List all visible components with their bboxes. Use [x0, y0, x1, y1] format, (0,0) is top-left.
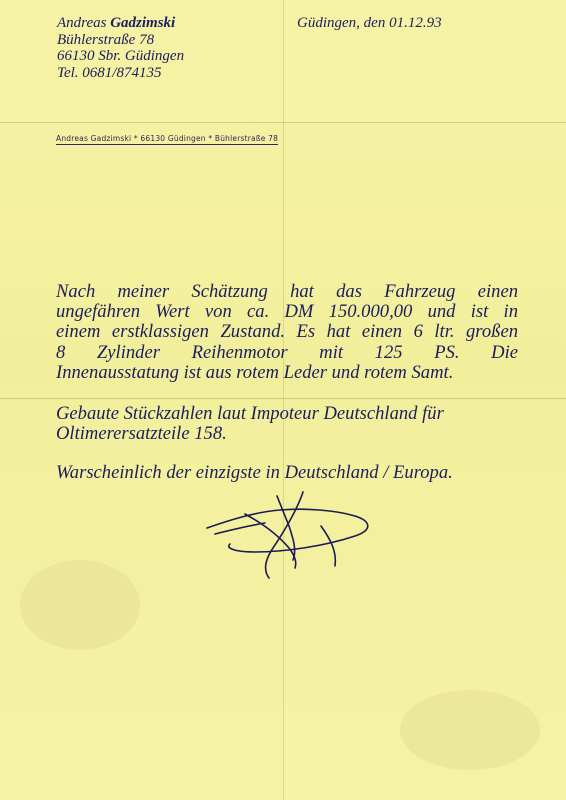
- sender-phone: Tel. 0681/874135: [57, 64, 162, 81]
- paragraph-line: Gebaute Stückzahlen laut Impoteur Deutschland für: [56, 403, 444, 424]
- sender-city: 66130 Sbr. Güdingen: [57, 48, 185, 64]
- paragraph-uniqueness: Warscheinlich der einzigste in Deutschland / Europa.: [56, 462, 453, 483]
- paper-stain: [20, 560, 140, 650]
- paragraph-line: Nach meiner Schätzung hat das Fahrzeug einen: [56, 281, 518, 302]
- sender-street: Bühlerstraße 78: [57, 31, 155, 48]
- paragraph-production-count: [56, 404, 518, 444]
- paper-stain: [400, 690, 540, 770]
- sender-address: [57, 15, 184, 81]
- paragraph-line: ungefähren Wert von ca. DM 150.000,00 und ist in: [56, 301, 518, 323]
- handwritten-signature: [185, 490, 385, 590]
- paragraph-line: Innenausstatung ist aus rotem Leder und rotem Samt.: [56, 361, 454, 383]
- fold-line: [283, 0, 284, 800]
- sender-name: Andreas Gadzimski: [57, 15, 176, 31]
- return-address-line: Andreas Gadzimski * 66130 Güdingen * Bühlerstraße 78: [56, 134, 279, 143]
- paragraph-line: einem erstklassigen Zustand. Es hat einen 6 ltr. großen: [56, 321, 518, 343]
- paragraph-line: Oltimerersatzteile 158.: [56, 423, 227, 445]
- paragraph-line: 8 Zylinder Reihenmotor mit 125 PS. Die: [56, 341, 518, 363]
- paragraph-valuation: [56, 282, 518, 383]
- date-line: Güdingen, den 01.12.93: [297, 15, 442, 31]
